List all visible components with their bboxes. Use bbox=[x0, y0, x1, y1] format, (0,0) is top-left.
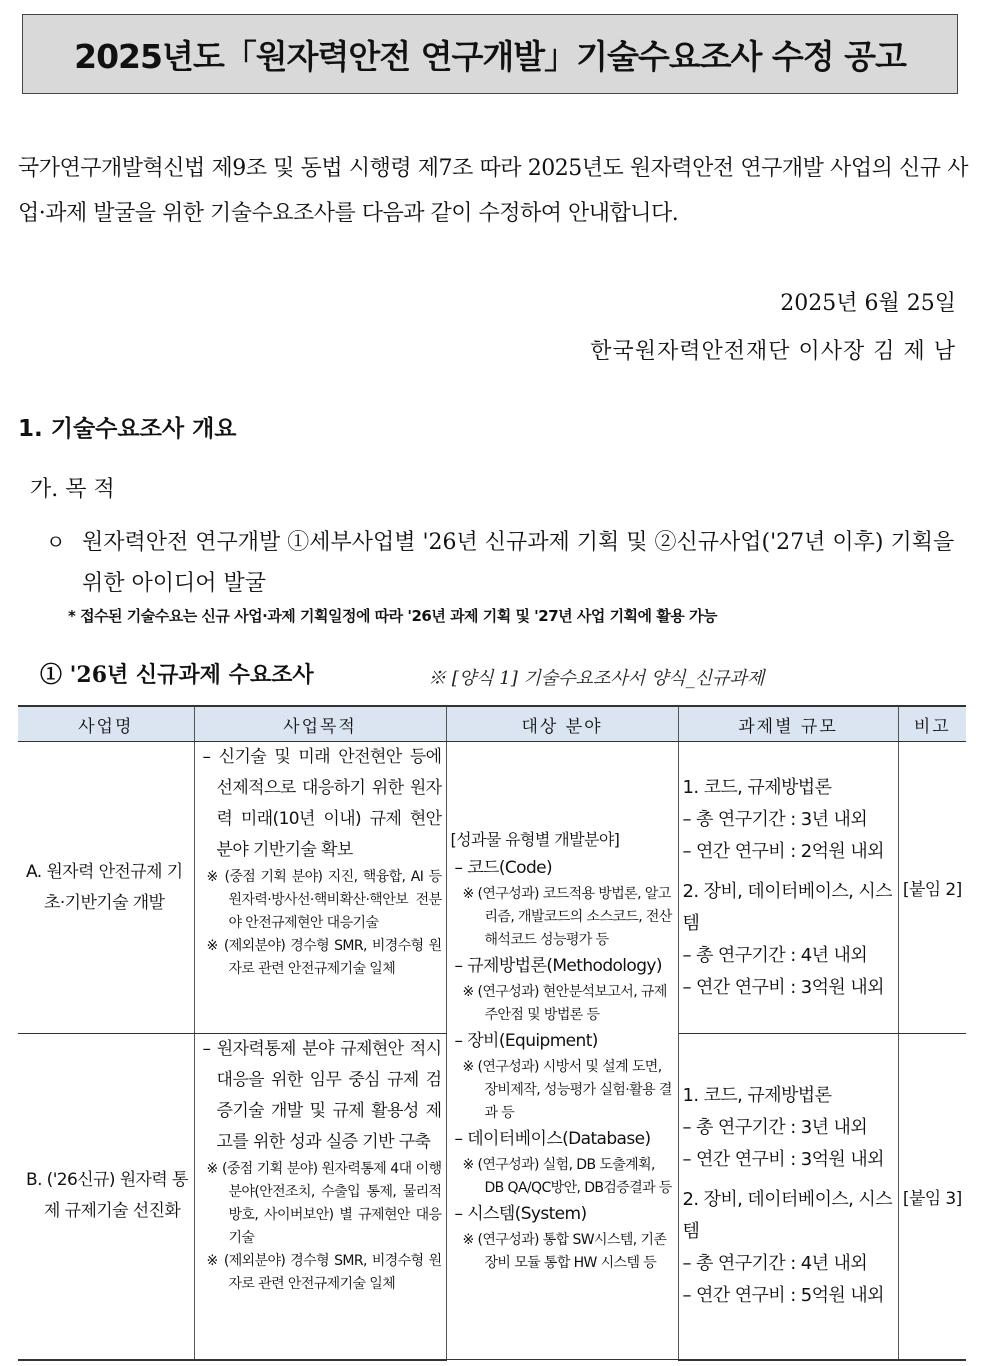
announcement-date: 2025년 6월 25일 bbox=[780, 291, 956, 316]
header-program-purpose: 사업목적 bbox=[194, 706, 446, 742]
field-note-system: ※ (연구성과) 통합 SW시스템, 기존 장비 모듈 통합 HW 시스템 등 bbox=[462, 1232, 667, 1271]
program-table bbox=[18, 705, 966, 1361]
purpose-main: – 신기술 및 미래 안전현안 등에 선제적으로 대응하기 위한 원자력 미래(10년 이내) 규제 현안분야 기반기술 확보 bbox=[202, 747, 442, 860]
scale-line: – 연간 연구비 : 3억원 내외 bbox=[682, 1149, 884, 1171]
scale-line: 2. 장비, 데이터베이스, 시스템 bbox=[682, 1189, 892, 1243]
issuer-signature: 한국원자력안전재단 이사장 김 제 남 bbox=[590, 339, 956, 364]
header-remarks: 비고 bbox=[898, 706, 966, 742]
table-header-row bbox=[18, 706, 966, 742]
field-note-equipment: ※ (연구성과) 시방서 및 설계 도면, 장비제작, 성능평가 실험·활용 결과 등 bbox=[462, 1059, 672, 1121]
program-name-cell bbox=[18, 742, 194, 1034]
purpose-focus-note: ※ (중점 기획 분야) 원자력통제 4대 이행분야(안전조치, 수출입 통제, 물리적방호, 사이버보안) 별 규제현안 대응기술 bbox=[206, 1161, 442, 1246]
remarks-cell bbox=[898, 1034, 966, 1360]
scale-line: – 총 연구기간 : 4년 내외 bbox=[682, 1253, 868, 1275]
target-field-cell bbox=[446, 742, 678, 1360]
field-label-methodology: – 규제방법론(Methodology) bbox=[454, 956, 662, 976]
field-label-equipment: – 장비(Equipment) bbox=[454, 1031, 598, 1051]
section-heading-overview: 1. 기술수요조사 개요 bbox=[18, 416, 237, 442]
scale-line: – 총 연구기간 : 3년 내외 bbox=[682, 1117, 868, 1139]
program-purpose-cell bbox=[194, 742, 446, 1034]
header-program-name: 사업명 bbox=[18, 706, 194, 742]
purpose-bullet-text: 원자력안전 연구개발 ①세부사업별 '26년 신규과제 기획 및 ②신규사업('27년 이후) 기획을 위한 아이디어 발굴 bbox=[82, 530, 955, 596]
remarks-cell bbox=[898, 742, 966, 1034]
field-label-system: – 시스템(System) bbox=[454, 1204, 587, 1224]
scale-line: – 연간 연구비 : 5억원 내외 bbox=[682, 1285, 884, 1307]
project-scale-cell bbox=[678, 742, 898, 1034]
scale-line: – 총 연구기간 : 3년 내외 bbox=[682, 808, 868, 830]
table-row bbox=[18, 742, 966, 1034]
purpose-main: – 원자력통제 분야 규제현안 적시 대응을 위한 임무 중심 규제 검증기술 개발 및 규제 활용성 제고를 위한 성과 실증 기반 구축 bbox=[202, 1039, 442, 1152]
scale-line: – 연간 연구비 : 3억원 내외 bbox=[682, 976, 884, 998]
project-scale-cell bbox=[678, 1034, 898, 1360]
survey-form-reference: ※ [양식 1] 기술수요조사서 양식_신규과제 bbox=[428, 668, 765, 689]
header-project-scale: 과제별 규모 bbox=[678, 706, 898, 742]
attachment-reference: [붙임 3] bbox=[902, 1188, 962, 1209]
scale-line: – 총 연구기간 : 4년 내외 bbox=[682, 944, 868, 966]
scale-line: 1. 코드, 규제방법론 bbox=[682, 776, 832, 798]
page-title: 2025년도「원자력안전 연구개발」기술수요조사 수정 공고 bbox=[22, 14, 958, 94]
field-note-database: ※ (연구성과) 실험, DB 도출계획, DB QA/QC방안, DB검증결과 등 bbox=[462, 1157, 672, 1196]
field-note-methodology: ※ (연구성과) 현안분석보고서, 규제주안점 및 방법론 등 bbox=[462, 984, 667, 1023]
field-label-database: – 데이터베이스(Database) bbox=[454, 1129, 651, 1149]
field-note-code: ※ (연구성과) 코드적용 방법론, 알고리즘, 개발코드의 소스코드, 전산해석코드 성능평가 등 bbox=[462, 886, 672, 948]
purpose-focus-note: ※ (중점 기획 분야) 지진, 핵융합, AI 등 원자력·방사선·핵비확산·핵안보 전분야 안전규제현안 대응기술 bbox=[206, 869, 442, 931]
program-name: B. ('26신규) 원자력 통제 규제기술 선진화 bbox=[26, 1170, 188, 1222]
usage-note: * 접수된 기술수요는 신규 사업·과제 기획일정에 따라 '26년 과제 기획 및 '27년 사업 기획에 활용 가능 bbox=[68, 607, 717, 625]
subsection-purpose: 가. 목 적 bbox=[30, 477, 115, 502]
program-purpose-cell bbox=[194, 1034, 446, 1360]
scale-line: 1. 코드, 규제방법론 bbox=[682, 1085, 832, 1107]
header-target-field: 대상 분야 bbox=[446, 706, 678, 742]
program-name-cell bbox=[18, 1034, 194, 1360]
field-label-code: – 코드(Code) bbox=[454, 858, 553, 878]
purpose-bullet bbox=[46, 522, 968, 604]
purpose-exclusion-note: ※ (제외분야) 경수형 SMR, 비경수형 원자로 관련 안전규제기술 일체 bbox=[206, 938, 442, 977]
bullet-marker: ㅇ bbox=[46, 530, 66, 554]
scale-line: 2. 장비, 데이터베이스, 시스템 bbox=[682, 880, 892, 934]
attachment-reference: [붙임 2] bbox=[902, 880, 962, 900]
scale-line: – 연간 연구비 : 2억원 내외 bbox=[682, 840, 884, 862]
purpose-exclusion-note: ※ (제외분야) 경수형 SMR, 비경수형 원자로 관련 안전규제기술 일체 bbox=[206, 1253, 442, 1292]
field-heading: [성과물 유형별 개발분야] bbox=[450, 830, 620, 849]
intro-paragraph: 국가연구개발혁신법 제9조 및 동법 시행령 제7조 따라 2025년도 원자력안전 연구개발 사업의 신규 사업·과제 발굴을 위한 기술수요조사를 다음과 같이 수정하여 안내합니다. bbox=[18, 156, 968, 226]
program-name: A. 원자력 안전규제 기초·기반기술 개발 bbox=[26, 861, 183, 913]
survey-heading: ① '26년 신규과제 수요조사 bbox=[40, 662, 314, 688]
